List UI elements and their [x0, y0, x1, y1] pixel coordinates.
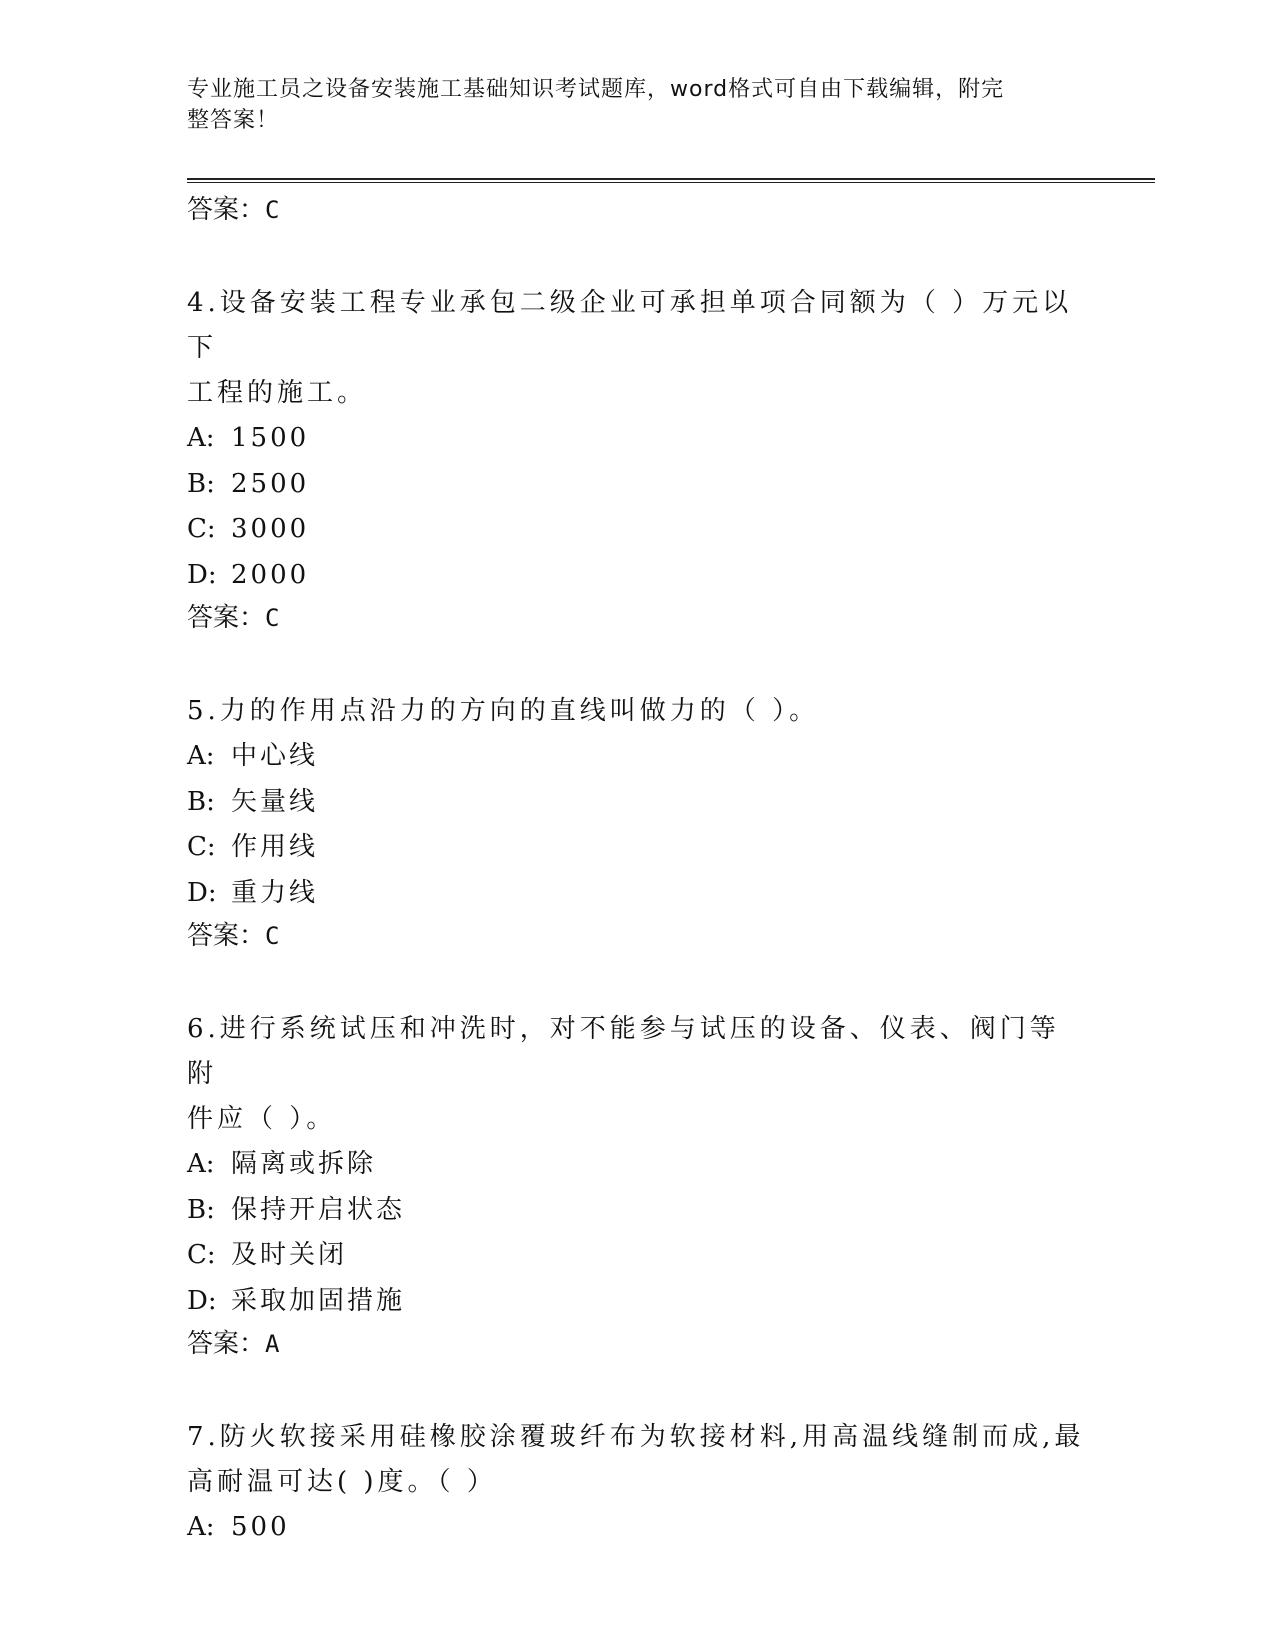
answer-label: 答案：: [187, 603, 266, 633]
answer-label: 答案：: [187, 195, 266, 225]
question-stem-continued: 工程的施工。: [187, 378, 368, 408]
option-text: 3000: [231, 514, 310, 544]
answer-line: [187, 192, 1087, 228]
option-a: [187, 734, 1087, 780]
question-stem-continued: 件应（ ）。: [187, 1104, 337, 1134]
option-b: [187, 780, 1087, 826]
question-5: [187, 689, 1087, 954]
question-stem: 7.防火软接采用硅橡胶涂覆玻纤布为软接材料,用高温线缝制而成,最: [187, 1422, 1085, 1452]
option-c: [187, 825, 1087, 871]
option-d: [187, 553, 1087, 599]
option-letter: B:: [187, 786, 215, 817]
option-letter: A:: [187, 1512, 215, 1542]
answer-value: C: [265, 196, 280, 224]
option-c: [187, 507, 1087, 553]
question-stem: 4.设备安装工程专业承包二级企业可承担单项合同额为（ ）万元以下: [187, 288, 1073, 363]
option-text: 2500: [231, 468, 310, 499]
question-4: [187, 281, 1087, 636]
option-text: 中心线: [231, 741, 319, 771]
option-text: 1500: [231, 423, 310, 453]
answer-line: [187, 918, 1087, 954]
answer-value: A: [265, 1330, 280, 1358]
option-letter: A:: [187, 741, 215, 771]
option-letter: A:: [187, 423, 215, 453]
answer-label: 答案：: [187, 1329, 266, 1359]
question-7: [187, 1415, 1087, 1551]
question-6: [187, 1007, 1087, 1362]
option-a: [187, 416, 1087, 462]
header-line-2: 整答案！: [187, 108, 280, 133]
option-letter: B:: [187, 468, 215, 499]
question-stem: 5.力的作用点沿力的方向的直线叫做力的（ ）。: [187, 696, 820, 726]
option-text: 及时关闭: [231, 1240, 348, 1270]
option-text: 隔离或拆除: [231, 1149, 377, 1179]
answer-line: [187, 600, 1087, 636]
option-letter: D:: [187, 1285, 217, 1316]
option-text: 重力线: [231, 877, 319, 908]
answer-value: C: [265, 922, 280, 950]
question-stem-continued: 高耐温可达( )度。（ ）: [187, 1467, 497, 1497]
option-c: [187, 1233, 1087, 1279]
answer-label: 答案：: [187, 921, 266, 951]
option-letter: D:: [187, 559, 217, 590]
header-divider: [187, 178, 1155, 183]
option-d: [187, 1279, 1087, 1325]
option-letter: D:: [187, 877, 217, 908]
document-header: [187, 74, 1067, 136]
option-text: 2000: [231, 559, 310, 590]
option-d: [187, 871, 1087, 917]
question-stem: 6.进行系统试压和冲洗时，对不能参与试压的设备、仪表、阀门等附: [187, 1014, 1060, 1089]
option-text: 500: [231, 1512, 290, 1542]
header-line-1: 专业施工员之设备安装施工基础知识考试题库，word格式可自由下载编辑，附完: [187, 77, 1005, 102]
option-text: 采取加固措施: [231, 1285, 406, 1316]
option-a: [187, 1505, 1087, 1551]
option-letter: A:: [187, 1149, 215, 1179]
option-letter: C:: [187, 514, 216, 544]
answer-value: C: [265, 604, 280, 632]
option-letter: C:: [187, 832, 216, 862]
option-a: [187, 1142, 1087, 1188]
document-body: [187, 192, 1087, 1551]
option-b: [187, 462, 1087, 508]
option-text: 作用线: [231, 832, 319, 862]
answer-line: [187, 1326, 1087, 1362]
option-text: 保持开启状态: [231, 1194, 406, 1225]
option-text: 矢量线: [231, 786, 319, 817]
option-b: [187, 1188, 1087, 1234]
option-letter: C:: [187, 1240, 216, 1270]
option-letter: B:: [187, 1194, 215, 1225]
